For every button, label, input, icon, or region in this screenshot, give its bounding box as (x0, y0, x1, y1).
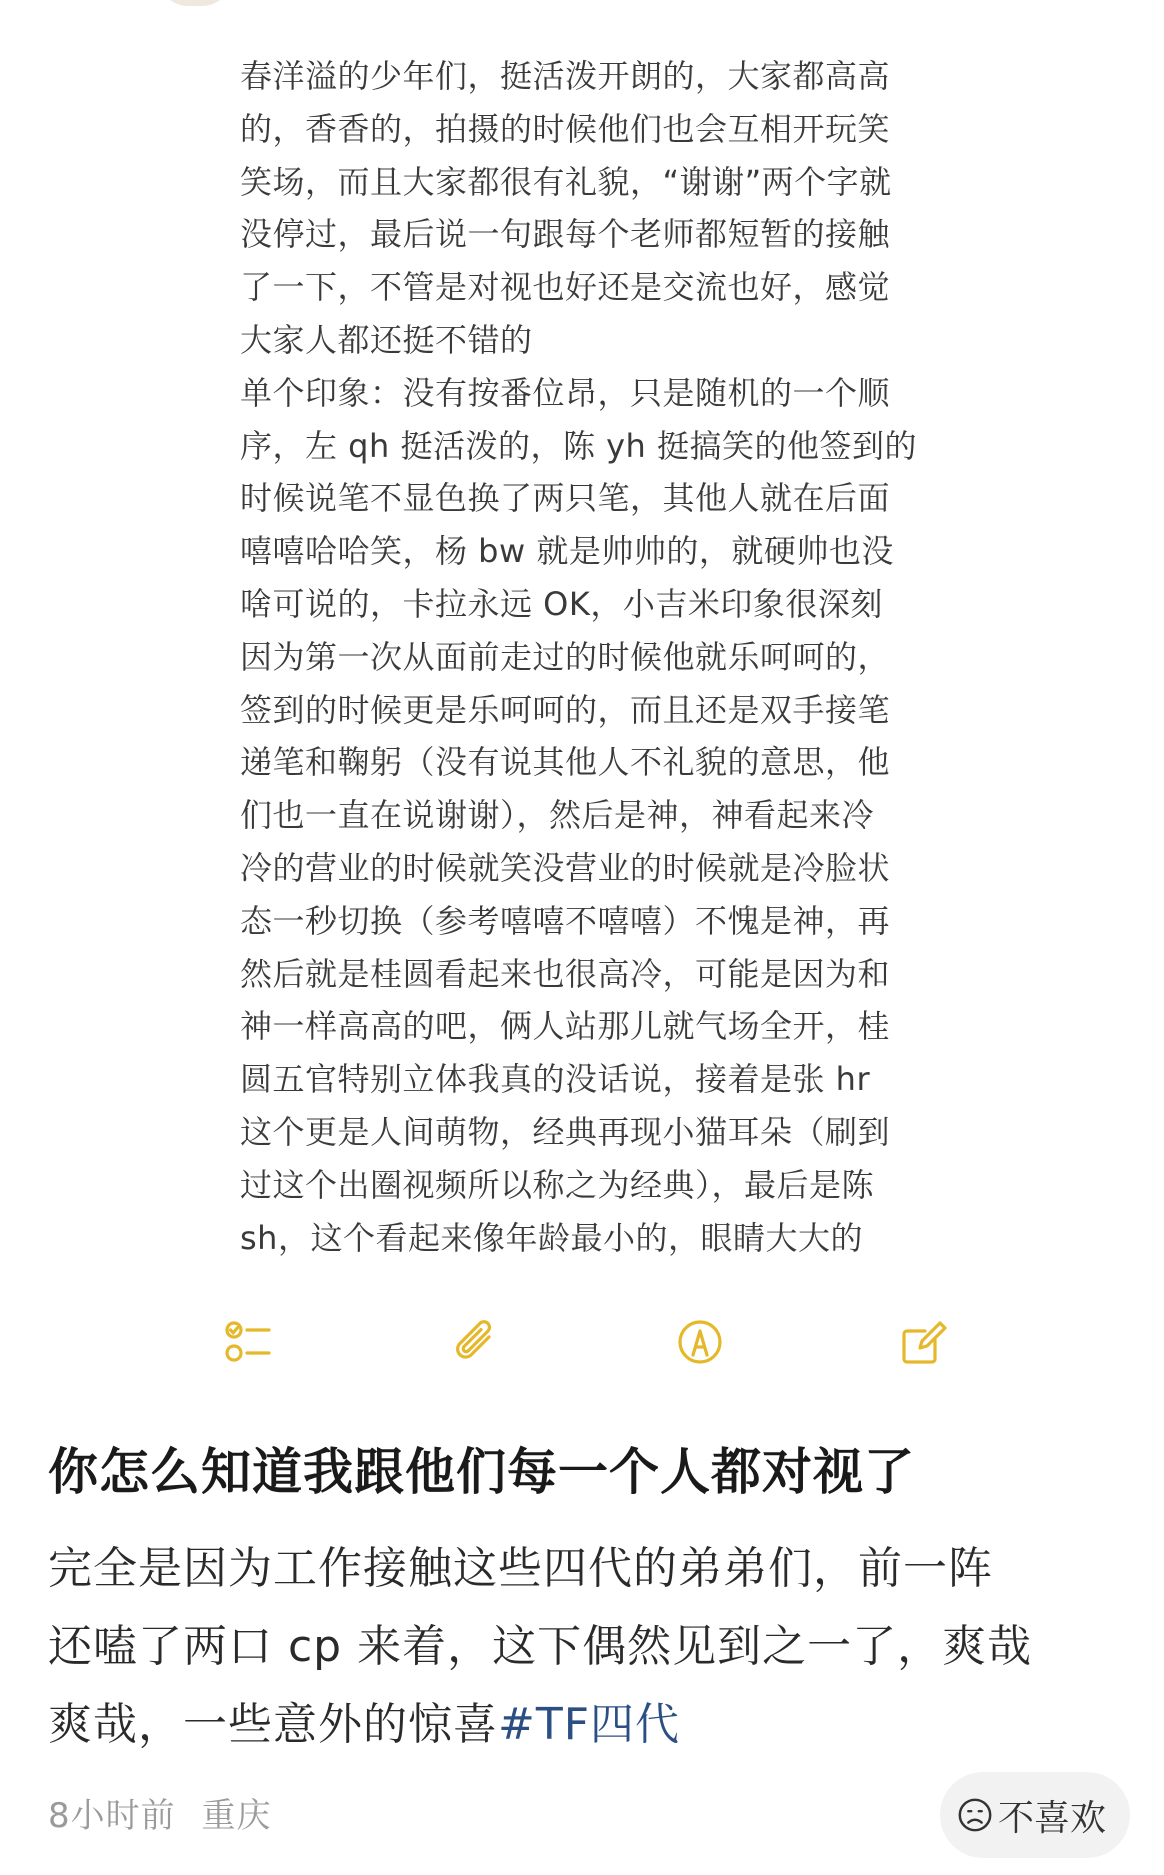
post-location: 重庆 (201, 1796, 272, 1836)
post-body-text: 爽哉，一些意外的惊喜 (48, 1699, 498, 1750)
hashtag-link[interactable]: #TF四代 (498, 1699, 681, 1750)
post-meta (48, 1788, 271, 1837)
notes-toolbar (0, 1310, 1164, 1382)
compose-icon (897, 1315, 951, 1369)
note-line: 圆五官特别立体我真的没话说，接着是张 hr (240, 1060, 871, 1099)
note-line: 然后就是桂圆看起来也很高冷，可能是因为和 (240, 954, 891, 993)
note-line: 嘻嘻哈哈笑，杨 bw 就是帅帅的，就硬帅也没 (240, 532, 894, 571)
note-line: 们也一直在说谢谢），然后是神，神看起来冷 (240, 796, 875, 835)
note-line: 了一下，不管是对视也好还是交流也好，感觉 (240, 268, 891, 307)
note-line: 的，香香的，拍摄的时候他们也会互相开玩笑 (240, 109, 891, 148)
note-line: 因为第一次从面前走过的时候他就乐呵呵的， (240, 637, 891, 676)
note-line: 笑场，而且大家都很有礼貌，“谢谢”两个字就 (240, 162, 892, 201)
post-body-line: 完全是因为工作接触这些四代的弟弟们，前一阵 (48, 1543, 993, 1594)
note-line: 递笔和鞠躬（没有说其他人不礼貌的意思，他 (240, 743, 891, 782)
note-line: 签到的时候更是乐呵呵的，而且还是双手接笔 (240, 690, 891, 729)
avatar (158, 0, 232, 6)
note-line: 序，左 qh 挺活泼的，陈 yh 挺搞笑的他签到的 (240, 426, 918, 465)
compose-button[interactable] (892, 1310, 956, 1374)
note-line: 大家人都还挺不错的 (240, 320, 533, 359)
note-line: 这个更是人间萌物，经典再现小猫耳朵（刷到 (240, 1112, 891, 1151)
note-line: 冷的营业的时候就笑没营业的时候就是冷脸状 (240, 848, 891, 887)
checklist-button[interactable] (218, 1310, 282, 1374)
note-line: 春洋溢的少年们，挺活泼开朗的，大家都高高 (240, 57, 891, 95)
dislike-label: 不喜欢 (998, 1797, 1107, 1839)
post-time: 8小时前 (48, 1796, 176, 1836)
note-line: sh，这个看起来像年龄最小的，眼睛大大的 (240, 1218, 863, 1257)
post-body (48, 1530, 1128, 1764)
post-title: 你怎么知道我跟他们每一个人都对视了 (48, 1443, 915, 1501)
sad-face-icon (956, 1796, 994, 1834)
post-body-line: 还嗑了两口 cp 来着，这下偶然见到之一了，爽哉 (48, 1621, 1033, 1672)
note-text (240, 50, 940, 1264)
note-line: 啥可说的，卡拉永远 OK，小吉米印象很深刻 (240, 584, 883, 623)
markup-pen-icon (673, 1315, 727, 1369)
dislike-button[interactable] (940, 1772, 1130, 1858)
checklist-icon (223, 1315, 277, 1369)
note-line: 态一秒切换（参考嘻嘻不嘻嘻）不愧是神，再 (240, 901, 891, 940)
note-line: 过这个出圈视频所以称之为经典），最后是陈 (240, 1165, 875, 1204)
note-line: 没停过，最后说一句跟每个老师都短暂的接触 (240, 215, 891, 254)
note-line: 神一样高高的吧，俩人站那儿就气场全开，桂 (240, 1007, 891, 1046)
note-line: 时候说笔不显色换了两只笔，其他人就在后面 (240, 479, 891, 518)
paperclip-icon (449, 1315, 503, 1369)
note-line: 单个印象：没有按番位昂，只是随机的一个顺 (240, 373, 891, 412)
markup-button[interactable] (668, 1310, 732, 1374)
post-body-line (48, 1686, 1128, 1764)
attach-button[interactable] (444, 1310, 508, 1374)
